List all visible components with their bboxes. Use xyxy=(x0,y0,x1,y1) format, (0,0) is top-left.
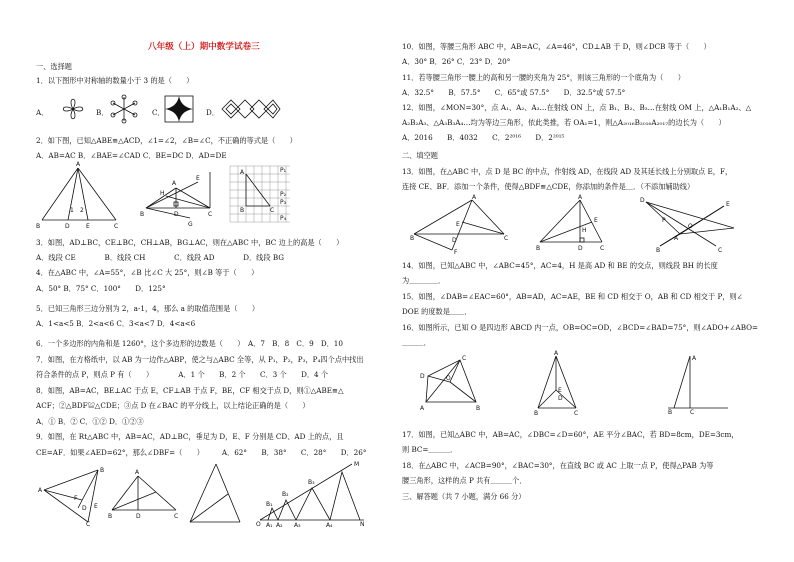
q17-label-c: C xyxy=(574,410,579,417)
q12-label-o: O xyxy=(256,521,261,528)
q14-figure xyxy=(536,196,608,252)
q16-label-a: A xyxy=(420,405,425,412)
q15-text-line1: 15．如图，∠DAB=∠EAC=60°，AB=AD，AC=AE，BE 和 CD 相交于 O，AB 和 CD 相交于 P，则∠ xyxy=(402,292,743,301)
q15-label-c: C xyxy=(718,247,723,254)
q18-text-line1: 18．在△ABC 中，∠ACB=90°，∠BAC=30°，在直线 BC 或 AC 上取一点 P，使得△PAB 为等 xyxy=(402,461,714,470)
q7-text-line1: 7．如图，在方格纸中，以 AB 为一边作△ABP，使之与△ABC 全等，从 P₁，P₂，P₃，P₄四个点中找出 xyxy=(36,355,364,364)
q12-label-n: N xyxy=(360,521,365,528)
q9b-label-a: A xyxy=(135,469,140,476)
q2-figure xyxy=(36,162,124,230)
q1-text: 1．以下图形中对称轴的数量小于 3 的是（ ） xyxy=(36,76,194,85)
q10-figure xyxy=(184,460,246,528)
q9b-label-d: D xyxy=(136,513,141,520)
q16-label-b: B xyxy=(476,405,481,412)
q17-figure xyxy=(534,352,580,416)
q18-label-b: B xyxy=(668,409,673,416)
q3-label-g: G xyxy=(188,221,193,228)
q14-label-d: D xyxy=(578,245,583,252)
q15-label-p: P xyxy=(662,217,666,224)
q7-label-p1: P₁ xyxy=(280,167,287,174)
q12-figure xyxy=(256,460,366,528)
q2-label-d: D xyxy=(65,223,70,230)
q11-options: A．32.5° B．57.5° C．65°或 57.5° D．32.5°或 57.5° xyxy=(402,88,626,97)
q1-option-d: D． xyxy=(206,108,219,117)
q9a-label-e: E xyxy=(94,503,98,510)
q9a-label-f: F xyxy=(74,495,78,502)
q7-grid-figure xyxy=(228,164,292,228)
q4-options: A．50° B．75° C．100° D．125° xyxy=(36,284,166,293)
q9a-label-b: B xyxy=(100,467,105,474)
q8-text-line1: 8．如图，AB=AC，BE⊥AC 于点 E，CF⊥AB 于点 F，BE，CF 相交于点 D，则①△ABE≌△ xyxy=(36,386,344,395)
q3-label-a: A xyxy=(172,180,177,187)
q9-text-line1: 9．如图，在 Rt△ABC 中，AB=AC，AD⊥BC，垂足为 D，E、F 分别是 CD、AD 上的点，且 xyxy=(36,432,344,441)
q17-text-line2: 则 BC=＿＿＿． xyxy=(402,445,458,454)
q14-text-line1: 14．如图，已知△ABC 中，∠ABC=45°，AC=4，H 是高 AD 和 BE 的交点，则线段 BH 的长度 xyxy=(402,261,718,270)
q12-label-b3: B₃ xyxy=(308,479,315,486)
q12-text-line1: 12．如图，∠MON=30°，点 A₁、A₂、A₃…在射线 ON 上，点 B₁、B₂、B₃…在射线 OM 上，△A₁B₁A₂、△ xyxy=(402,103,752,112)
q17-label-b: B xyxy=(534,410,539,417)
q14-label-a: A xyxy=(578,194,583,201)
q18-label-c: C xyxy=(690,409,695,416)
q3-label-c: C xyxy=(208,211,213,218)
q9a-label-c: C xyxy=(86,521,91,528)
q13-label-d: D xyxy=(452,237,457,244)
q5-options: A．1<a<5 B．2<a<6 C．3<a<7 D．4<a<6 xyxy=(36,319,196,328)
q7-label-b: B xyxy=(240,207,245,214)
q1-flower-figure xyxy=(56,94,90,124)
q1-star-figure xyxy=(164,95,194,123)
q16-text-line2: ＿＿＿． xyxy=(402,338,431,347)
q17-label-d: D xyxy=(558,395,563,402)
q15-label-a: A xyxy=(674,235,679,242)
q13-label-a: A xyxy=(472,194,477,201)
q14-label-e: E xyxy=(594,217,598,224)
q13-label-b: B xyxy=(410,235,415,242)
q12-label-m: M xyxy=(354,461,360,468)
q3-options: A．线段 CE B．线段 CH C．线段 AD D．线段 BG xyxy=(36,253,284,262)
q12-text-line2: A₂B₂A₃、△A₃B₃A₄…均为等边三角形，依此类推，若 OA₁=1，则△A₂₀₁₆B₂₀₁₆A₂₀₁₇的边长为（ ） xyxy=(402,118,726,127)
q2-label-c: C xyxy=(114,223,119,230)
q5-text: 5．已知三角形三边分别为 2，a-1，4，那么 a 的取值范围是（ ） xyxy=(36,304,260,313)
q10-text: 10．如图，等腰三角形 ABC 中，AB=AC，∠A=46°，CD⊥AB 于 D，则∠DCB 等于（ ） xyxy=(402,42,711,51)
q13-label-f: F xyxy=(454,249,458,256)
q13-text-line1: 13．如图，在△ABC 中，点 D 是 BC 的中点，作射线 AD，在线段 AD 及其延长线上分别取点 E，F， xyxy=(402,167,733,176)
q4-text: 4．在△ABC 中，∠A=55°，∠B 比∠C 大 25°，则∠B 等于（ ） xyxy=(36,268,259,277)
q15-label-e: E xyxy=(726,201,730,208)
q12-label-a1: A₁ xyxy=(266,522,273,529)
q3-label-h: H xyxy=(160,190,165,197)
q2-text: 2．如下图，已知△ABE≌△ACD，∠1=∠2，∠B=∠C，不正确的等式是（ ） xyxy=(36,136,297,145)
q2-label-a: A xyxy=(76,161,81,168)
q17-label-e: E xyxy=(558,387,562,394)
q13-label-e: E xyxy=(456,221,460,228)
section-choice: 一、选择题 xyxy=(36,62,72,71)
q7-label-a: A xyxy=(240,169,245,176)
q3-figure xyxy=(140,162,214,230)
q16-text-line1: 16．如图所示，已知 O 是四边形 ABCD 内一点，OB=OC=OD，∠BCD=∠BAD=75°，则∠ADO+∠ABO= xyxy=(402,323,759,332)
q2-label-1: 1 xyxy=(70,207,74,214)
q3-label-e: E xyxy=(196,175,200,182)
q16-figure xyxy=(420,356,484,412)
q1-option-a: A． xyxy=(36,108,49,117)
q14-label-c: C xyxy=(600,245,605,252)
q2-label-b: B xyxy=(36,223,41,230)
page-title: 八年级（上）期中数学试卷三 xyxy=(148,42,260,52)
q14-label-h: H xyxy=(582,227,587,234)
q15-text-line2: DOE 的度数是＿＿． xyxy=(402,307,472,316)
q17-text-line1: 17．如图，已知△ABC 中，AB=AC，∠DBC=∠D=60°，AE 平分∠BAC，若 BD=8cm，DE=3cm， xyxy=(402,430,739,439)
q14-label-b: B xyxy=(536,245,541,252)
q17-label-a: A xyxy=(554,350,559,357)
q8-text-line2: ACF；②△BDF≌△CDE；③点 D 在∠BAC 的平分线上，以上结论正确的是（ ） xyxy=(36,401,310,410)
q15-label-b: B xyxy=(656,247,661,254)
q12-label-b2: B₂ xyxy=(282,491,289,498)
q13-label-c: C xyxy=(504,235,509,242)
q3-label-b: B xyxy=(140,211,145,218)
q1-knot-figure xyxy=(220,98,282,120)
q9b-label-b: B xyxy=(108,513,113,520)
q7-label-p4: P₄ xyxy=(280,215,287,222)
q7-text-line2: 符合条件的点 P，则点 P 有（ ） A．1 个 B．2 个 C．3 个 D．4 个 xyxy=(36,370,329,379)
q13-text-line2: 连接 CE、BF．添加一个条件，使得△BDF≌△CDE，你添加的条件是＿．（不添加辅助线） xyxy=(402,182,695,191)
q3-text: 3．如图，AD⊥BC，CE⊥BC，CH⊥AB，BG⊥AC，则在△ABC 中，BC 边上的高是（ ） xyxy=(36,238,344,247)
q9a-label-d: D xyxy=(82,505,87,512)
q15-label-d: D xyxy=(640,197,645,204)
q2-label-2: 2 xyxy=(80,207,84,214)
q9-figure-a xyxy=(38,464,104,526)
section-answers: 三、解答题（共 7 小题，满分 66 分） xyxy=(402,492,526,501)
q15-figure xyxy=(640,196,740,252)
q16-label-c: C xyxy=(462,355,467,362)
q12-options: A．2016 B．4032 C．2²⁰¹⁶ D．2²⁰¹⁵ xyxy=(402,133,565,142)
q15-label-o: O xyxy=(688,223,693,230)
q7-label-c: C xyxy=(270,207,275,214)
q12-label-b1: B₁ xyxy=(266,501,273,508)
q18-figure xyxy=(664,352,732,414)
q16-label-o: O xyxy=(446,375,451,382)
q10-options: A．30° B．26° C．23° D．20° xyxy=(402,57,511,66)
q6-text: 6．一个多边形的内角和是 1260°，这个多边形的边数是（ ） A．7 B．8 C．9 D．10 xyxy=(36,339,343,348)
q7-label-p3: P₃ xyxy=(280,199,287,206)
q9-text-line2: CE=AF．如果∠AED=62°，那么∠DBF=（ ） A．62° B．38° C．28° D．26° xyxy=(36,448,367,457)
q2-label-e: E xyxy=(86,223,90,230)
q2-options: A．AB=AC B．∠BAE=∠CAD C．BE=DC D．AD=DE xyxy=(36,151,227,160)
q1-snowflake-figure xyxy=(108,94,140,124)
q13-figure xyxy=(410,196,510,254)
q9-figure-b xyxy=(108,470,180,524)
q11-text: 11．若等腰三角形一腰上的高和另一腰的夹角为 25°，则该三角形的一个底角为（ ） xyxy=(402,73,685,82)
q18-label-a: A xyxy=(692,355,697,362)
q8-options: A．① B．② C．①② D．①②③ xyxy=(36,417,144,426)
q12-label-a2: A₂ xyxy=(276,522,283,529)
q18-text-line2: 腰三角形，这样的点 P 共有＿＿＿个． xyxy=(402,476,527,485)
q3-label-d: D xyxy=(174,211,179,218)
q12-label-a4: A₄ xyxy=(326,522,333,529)
q14-text-line2: 为＿＿＿＿． xyxy=(402,276,446,285)
q1-option-b: B． xyxy=(96,108,109,117)
q1-option-c: C． xyxy=(152,108,165,117)
q12-label-a3: A₃ xyxy=(294,522,301,529)
q9a-label-a: A xyxy=(38,487,43,494)
q9b-label-c: C xyxy=(174,513,179,520)
q7-label-p2: P₂ xyxy=(280,191,287,198)
q16-label-d: D xyxy=(420,373,425,380)
section-fill: 二、填空题 xyxy=(402,151,438,160)
